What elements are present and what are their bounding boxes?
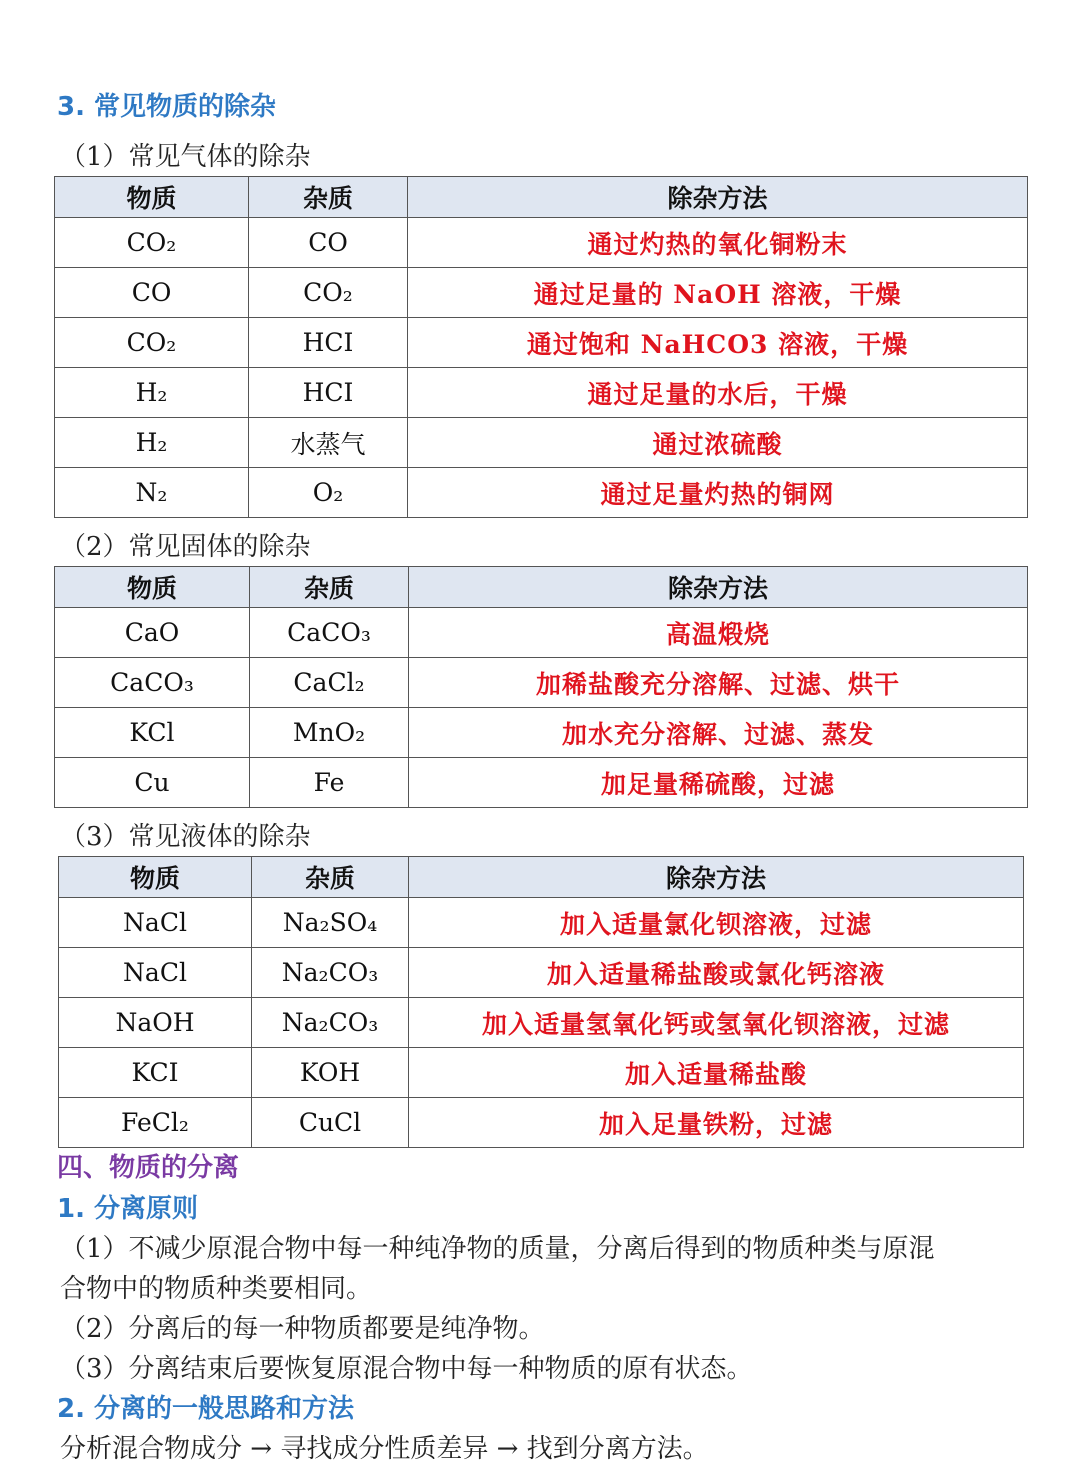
table-row <box>55 608 1028 658</box>
cell-method: 加入适量氢氧化钙或氢氧化钡溶液，过滤 <box>409 998 1024 1048</box>
cell-method: 通过灼热的氧化铜粉末 <box>408 218 1028 268</box>
cell-method: 加入适量稀盐酸 <box>409 1048 1024 1098</box>
cell-substance: NaCl <box>59 948 252 998</box>
principle-1-line-2: 合物中的物质种类要相同。 <box>60 1274 373 1304</box>
cell-impurity: Na₂CO₃ <box>252 998 409 1048</box>
table-row <box>59 998 1024 1048</box>
cell-impurity: HCI <box>249 318 408 368</box>
cell-substance: CO₂ <box>55 218 249 268</box>
cell-impurity: MnO₂ <box>250 708 409 758</box>
table-row <box>55 758 1028 808</box>
cell-impurity: Na₂CO₃ <box>252 948 409 998</box>
cell-substance: CO <box>55 268 249 318</box>
gas-impurity-table <box>54 176 1028 518</box>
cell-substance: CO₂ <box>55 318 249 368</box>
cell-substance: KCI <box>59 1048 252 1098</box>
header-method: 除杂方法 <box>409 567 1028 608</box>
cell-method: 通过足量的水后，干燥 <box>408 368 1028 418</box>
cell-impurity: O₂ <box>249 468 408 518</box>
table-row <box>55 368 1028 418</box>
cell-method: 高温煅烧 <box>409 608 1028 658</box>
cell-method: 加入足量铁粉，过滤 <box>409 1098 1024 1148</box>
section-separation-title: 四、物质的分离 <box>57 1153 240 1183</box>
cell-substance: Cu <box>55 758 250 808</box>
cell-impurity: KOH <box>252 1048 409 1098</box>
cell-impurity: 水蒸气 <box>249 418 408 468</box>
table-row <box>55 708 1028 758</box>
cell-substance: N₂ <box>55 468 249 518</box>
header-impurity: 杂质 <box>249 177 408 218</box>
cell-impurity: CO <box>249 218 408 268</box>
cell-impurity: Na₂SO₄ <box>252 898 409 948</box>
header-substance: 物质 <box>55 567 250 608</box>
header-method: 除杂方法 <box>409 857 1024 898</box>
liquid-subtitle: （3）常见液体的除杂 <box>60 822 311 852</box>
header-impurity: 杂质 <box>250 567 409 608</box>
cell-substance: CaCO₃ <box>55 658 250 708</box>
cell-method: 通过浓硫酸 <box>408 418 1028 468</box>
table-row <box>59 948 1024 998</box>
table-header-row <box>55 567 1028 608</box>
cell-substance: FeCl₂ <box>59 1098 252 1148</box>
cell-substance: H₂ <box>55 418 249 468</box>
header-method: 除杂方法 <box>408 177 1028 218</box>
cell-method: 通过饱和 NaHCO3 溶液，干燥 <box>408 318 1028 368</box>
cell-method: 加稀盐酸充分溶解、过滤、烘干 <box>409 658 1028 708</box>
cell-impurity: HCI <box>249 368 408 418</box>
gas-subtitle: （1）常见气体的除杂 <box>60 142 311 172</box>
header-substance: 物质 <box>55 177 249 218</box>
cell-impurity: CO₂ <box>249 268 408 318</box>
cell-method: 加水充分溶解、过滤、蒸发 <box>409 708 1028 758</box>
table-row <box>55 658 1028 708</box>
table-row <box>59 1048 1024 1098</box>
cell-substance: KCl <box>55 708 250 758</box>
table-header-row <box>55 177 1028 218</box>
solid-subtitle: （2）常见固体的除杂 <box>60 532 311 562</box>
table-header-row <box>59 857 1024 898</box>
cell-impurity: CaCO₃ <box>250 608 409 658</box>
table-row <box>59 1098 1024 1148</box>
table-row <box>55 318 1028 368</box>
cell-method: 通过足量的 NaOH 溶液，干燥 <box>408 268 1028 318</box>
heading-separation-methods: 2. 分离的一般思路和方法 <box>57 1394 355 1424</box>
table-row <box>55 218 1028 268</box>
cell-method: 通过足量灼热的铜网 <box>408 468 1028 518</box>
cell-method: 加足量稀硫酸，过滤 <box>409 758 1028 808</box>
table-row <box>55 418 1028 468</box>
cell-impurity: Fe <box>250 758 409 808</box>
table-row <box>59 898 1024 948</box>
heading-common-impurity-removal: 3. 常见物质的除杂 <box>57 92 277 122</box>
principle-2: （2）分离后的每一种物质都要是纯净物。 <box>60 1314 545 1344</box>
cell-impurity: CuCl <box>252 1098 409 1148</box>
heading-separation-principles: 1. 分离原则 <box>57 1194 199 1224</box>
liquid-impurity-table <box>58 856 1024 1148</box>
cell-substance: CaO <box>55 608 250 658</box>
header-substance: 物质 <box>59 857 252 898</box>
cell-substance: NaCl <box>59 898 252 948</box>
solid-impurity-table <box>54 566 1028 808</box>
header-impurity: 杂质 <box>252 857 409 898</box>
cell-method: 加入适量稀盐酸或氯化钙溶液 <box>409 948 1024 998</box>
principle-1-line-1: （1）不减少原混合物中每一种纯净物的质量，分离后得到的物质种类与原混 <box>60 1234 935 1264</box>
table-row <box>55 268 1028 318</box>
principle-3: （3）分离结束后要恢复原混合物中每一种物质的原有状态。 <box>60 1354 753 1384</box>
table-row <box>55 468 1028 518</box>
separation-flow: 分析混合物成分 → 寻找成分性质差异 → 找到分离方法。 <box>60 1434 709 1464</box>
cell-impurity: CaCl₂ <box>250 658 409 708</box>
cell-method: 加入适量氯化钡溶液，过滤 <box>409 898 1024 948</box>
cell-substance: NaOH <box>59 998 252 1048</box>
cell-substance: H₂ <box>55 368 249 418</box>
